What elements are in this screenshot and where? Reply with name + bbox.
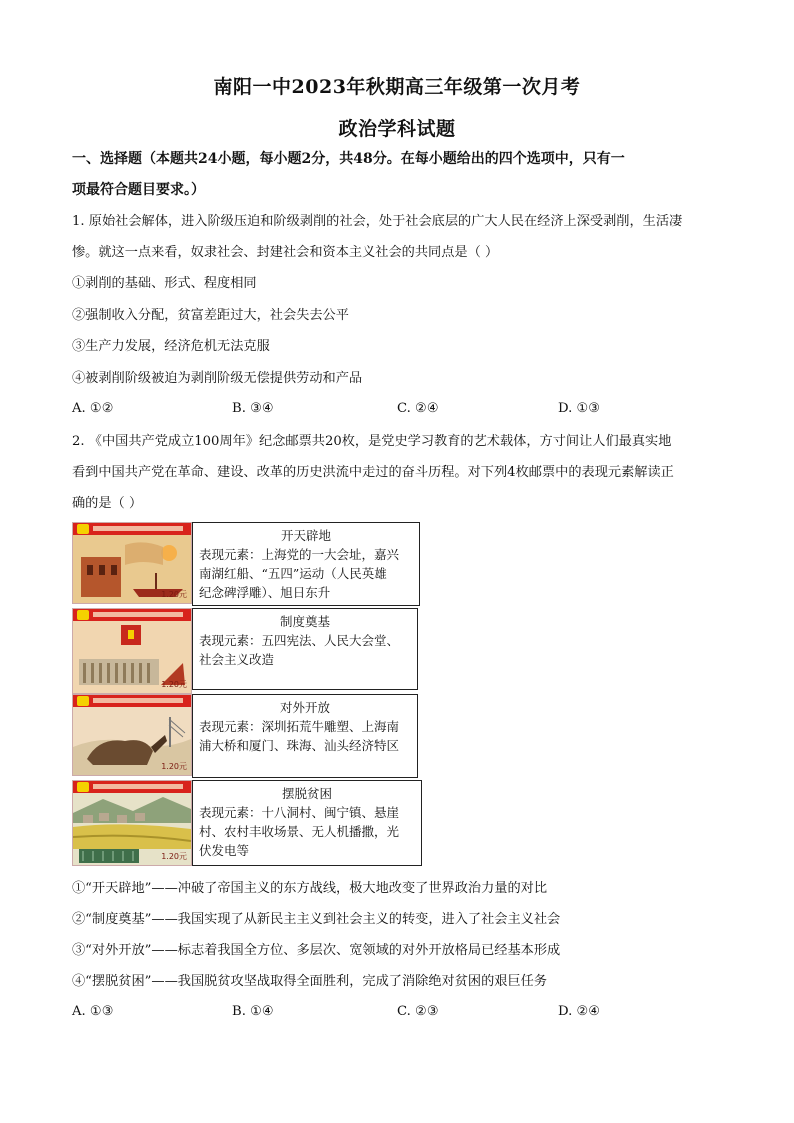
q1-option-d[interactable]: D. ①③ (558, 401, 601, 416)
section-heading-line2: 项最符合题目要求。） (72, 182, 205, 198)
stamp-row-baituo (72, 780, 424, 866)
stamp-caption-line: 表现元素：五四宪法、人民大会堂、 (199, 633, 400, 648)
q1-item-1: ①剥削的基础、形式、程度相同 (72, 276, 257, 291)
q2-stem-line2: 看到中国共产党在革命、建设、改革的历史洪流中走过的奋斗历程。对下列4枚邮票中的表现元素解读正 (72, 465, 674, 480)
q2-item-2: ②“制度奠基”——我国实现了从新民主主义到社会主义的转变，进入了社会主义社会 (72, 912, 561, 927)
stamp-caption-line: 表现元素：上海党的一大会址，嘉兴 (199, 547, 400, 562)
stamp-face-value: 1.20元 (161, 590, 187, 599)
q1-item-3: ③生产力发展，经济危机无法克服 (72, 339, 270, 354)
exam-subtitle: 政治学科试题 (338, 118, 456, 140)
q1-option-c[interactable]: C. ②④ (397, 401, 439, 416)
q2-stem-line3: 确的是（ ） (72, 496, 143, 511)
stamp-caption-line: 村、农村丰收场景、无人机播撒，光 (199, 824, 400, 839)
stamp-row-duiwai (72, 694, 424, 778)
q1-item-4: ④被剥削阶级被迫为剥削阶级无偿提供劳动和产品 (72, 371, 363, 386)
stamp-caption-title: 对外开放 (279, 700, 330, 715)
stamp-caption-box-duiwai (192, 694, 418, 778)
stamp-face-value: 1.20元 (161, 762, 187, 771)
section-heading-line1: 一、选择题（本题共24小题，每小题2分，共48分。在每小题给出的四个选项中，只有一 (72, 151, 625, 167)
stamp-image-zhidu (72, 608, 192, 694)
stamp-caption-line: 伏发电等 (199, 843, 250, 858)
stamp-caption-title: 制度奠基 (279, 614, 330, 629)
stamp-image-kaitian (72, 522, 192, 604)
stamp-caption-line: 浦大桥和厦门、珠海、汕头经济特区 (199, 738, 400, 753)
stamp-face-value: 1.20元 (161, 680, 187, 689)
party-flag-icon (77, 524, 89, 534)
q1-option-b[interactable]: B. ③④ (232, 401, 274, 416)
stamp-caption-line: 表现元素：十八洞村、闽宁镇、悬崖 (199, 805, 400, 820)
stamp-caption-box-zhidu (192, 608, 418, 690)
q2-option-a[interactable]: A. ①③ (72, 1004, 114, 1019)
party-flag-icon (77, 782, 89, 792)
stamp-row-zhidu (72, 608, 424, 692)
stamp-caption-line: 纪念碑浮雕）、旭日东升 (199, 585, 331, 600)
stamp-caption-line: 表现元素：深圳拓荒牛雕塑、上海南 (199, 719, 400, 734)
party-flag-icon (77, 610, 89, 620)
q2-item-1: ①“开天辟地”——冲破了帝国主义的东方战线，极大地改变了世界政治力量的对比 (72, 881, 548, 896)
stamp-caption-title: 摆脱贫困 (281, 786, 332, 801)
stamp-face-value: 1.20元 (161, 852, 187, 861)
q2-item-3: ③“对外开放”——标志着我国全方位、多层次、宽领域的对外开放格局已经基本形成 (72, 943, 561, 958)
q1-stem-line2: 惨。就这一点来看，奴隶社会、封建社会和资本主义社会的共同点是（ ） (72, 245, 499, 260)
q2-option-d[interactable]: D. ②④ (558, 1004, 601, 1019)
q2-stem-line1: 2. 《中国共产党成立100周年》纪念邮票共20枚，是党史学习教育的艺术载体，方寸间让人们最真实地 (72, 434, 672, 449)
stamp-image-duiwai (72, 694, 192, 776)
q1-item-2: ②强制收入分配，贫富差距过大，社会失去公平 (72, 308, 349, 323)
exam-title: 南阳一中2023年秋期高三年级第一次月考 (213, 76, 581, 98)
stamp-row-kaitian (72, 522, 424, 606)
stamp-caption-line: 南湖红船、“五四”运动（人民英雄 (199, 566, 387, 581)
stamp-caption-line: 社会主义改造 (199, 652, 275, 667)
q1-option-a[interactable]: A. ①② (72, 401, 114, 416)
q2-option-c[interactable]: C. ②③ (397, 1004, 439, 1019)
stamp-caption-box-baituo (192, 780, 422, 866)
q1-stem-line1: 1. 原始社会解体，进入阶级压迫和阶级剥削的社会，处于社会底层的广大人民在经济上深受剥削，生活凄 (72, 214, 683, 229)
q2-option-b[interactable]: B. ①④ (232, 1004, 274, 1019)
party-flag-icon (77, 696, 89, 706)
stamp-caption-box-kaitian (192, 522, 420, 606)
stamp-caption-title: 开天辟地 (280, 528, 331, 543)
stamp-image-baituo (72, 780, 192, 866)
q2-item-4: ④“摆脱贫困”——我国脱贫攻坚战取得全面胜利，完成了消除绝对贫困的艰巨任务 (72, 974, 548, 989)
